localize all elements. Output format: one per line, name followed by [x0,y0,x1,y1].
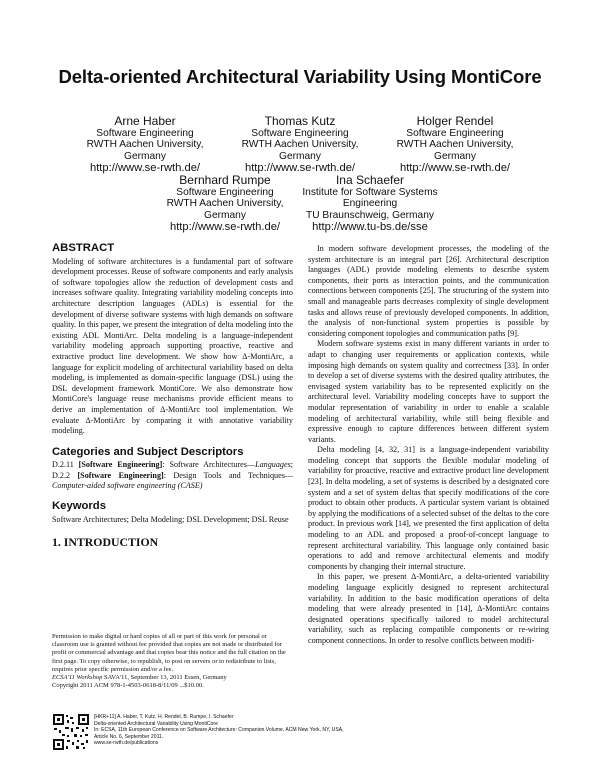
category-code: D.2.11 [52,460,79,470]
body-paragraph: In modern software development processes, the modeling of the system architecture is an integral part [26]. Architectural description languages (ADL) provide modeling elements to describe system components, their ports as interaction points, and the communication connections between components [25]. The structuring of the system into small and manageable parts decreases complexity of single development tasks and allows reuse of previously developed components. In addition, the analysis of non-functional system properties is possible by considering component topologies and communication paths [9]. [308,244,549,338]
author-name: Holger Rendel [416,114,494,128]
citation-authors: [HKR+11] A. Haber, T. Kutz, H. Rendel, B. Rumpe, I. Schaefer [94,714,234,720]
author-url[interactable]: http://www.tu-bs.de/sse [312,220,428,233]
author-country: Germany [204,209,246,221]
categories-heading: Categories and Subject Descriptors [52,445,244,458]
category-sub: : Design Tools and Techniques— [163,470,293,480]
citation-title: Delta-oriented Architectural Variability Using MontiCore [94,720,218,727]
category-sub: : Software Architectures— [162,460,256,470]
body-paragraph: Delta modeling [4, 32, 31] is a language-independent variability modeling concept that supports the flexible modular modeling of variability for proactive, reactive and extractive product line development [23]. In delta modeling, a set of systems is described by a designated core system and a set of system deltas that specify modifications of the core product to obtain other products. A particular system variant is obtained by applying the modifications of a selected subset of the deltas to the core product. In previous work [14], we presented the first application of delta modeling to an ADL and proposed a proof-of-concept language to represent architectural variability. This language only contained basic operations to add and remove architectural elements and modify components by changing their internal structure. [308,445,549,571]
author-url[interactable]: http://www.se-rwth.de/ [244,161,356,174]
venue-line [52,674,293,682]
venue-workshop: ECSA'11 Workshop [52,674,103,682]
citation-venue: In: ECSA, 11th European Conference on Software Architecture: Companion Volume, ACM New York, NY, USA, [94,727,344,733]
author-block [215,114,385,175]
author-dept: Software Engineering [176,187,274,198]
author-name: Thomas Kutz [264,114,336,128]
venue-details: SAVA'11, September 13, 2011 Essen, Germany [102,674,227,682]
left-column [52,243,293,548]
category-term: Computer-aided software engineering (CASE) [52,481,203,491]
citation-article: Article No. 6, September 2011. [94,733,164,740]
abstract-text: Modeling of software architectures is a fundamental part of software development processes. Reuse of software components and early analysis of software topologies allow the reduction of development costs and increases software quality. Integrating variability modeling concepts into architecture description languages (ADLs) is essential for the development of diverse software systems with high demands on software quality. In this paper, we present the integration of delta modeling into the existing ADL MontiArc. Delta modeling is a language-independent variability modeling approach supporting proactive, reactive and extractive product line development. We show how Δ-MontiArc, a language for explicit modeling of architectural variability based on delta modeling, is implemented as domain-specific language (DSL) using the DSL development framework MontiCore. We also demonstrate how MontiCore's language reuse mechanisms provide efficient means to derive an implementation of Δ-MontiArc tool implementation. We evaluate Δ-MontiArc by comparing it with annotative variability modeling. [52,256,293,436]
author-dept: Software Engineering [96,128,194,139]
author-name: Bernhard Rumpe [179,173,271,187]
keywords-heading: Keywords [52,500,106,513]
author-url[interactable]: http://www.se-rwth.de/ [399,161,511,174]
citation-url[interactable]: www.se-rwth.de/publications [94,740,159,746]
author-block [285,173,455,234]
citation-block [94,714,424,747]
body-paragraph: In this paper, we present Δ-MontiArc, a delta-oriented variability modeling language explicitly designed to represent architectural variability. In addition to the basic modification operations of delta modeling that were already presented in [14], Δ-MontiArc contains designated operations specifically tailored to model architectural variability, such as replacing compatible components or re-wiring component connections. In order to resolve conflicts between modifi- [308,572,549,645]
author-name: Ina Schaefer [335,173,405,187]
category-term: Languages [255,460,291,470]
keywords-text: Software Architectures; Delta Modeling; DSL Development; DSL Reuse [52,514,289,524]
author-url[interactable]: http://www.se-rwth.de/ [89,161,201,174]
author-dept: Software Engineering [251,128,349,139]
paper-title: Delta-oriented Architectural Variability Using MontiCore [58,66,542,87]
author-block [60,114,230,175]
author-dept: Institute for Software Systems [302,187,438,198]
author-inst: Engineering [342,198,398,210]
body-paragraph: Modern software systems exist in many different variants in order to adapt to changing user requirements or application contexts, while imposing high demands on system quality and correctness [33]. In order to develop a set of diverse systems with the desired quality attributes, the envisaged system variability has to be represented explicitly on the architectural level. Variability modeling concepts have to support the modular representation of variability in order to enable a scalable modeling of architectural variability, while still being flexible and expressive enough to capture differences between different system variants. [308,339,549,444]
author-inst: RWTH Aachen University, [396,139,514,151]
category-name: [Software Engineering] [77,470,164,480]
author-inst: RWTH Aachen University, [86,139,204,151]
right-column [308,244,549,647]
author-url[interactable]: http://www.se-rwth.de/ [169,220,281,233]
author-block [370,114,540,175]
abstract-heading: ABSTRACT [52,242,115,254]
author-country: Germany [124,150,166,162]
author-dept: Software Engineering [406,128,504,139]
section-heading-introduction: 1. INTRODUCTION [52,535,159,550]
categories-text [52,460,293,492]
permission-notice [52,633,293,690]
author-inst: RWTH Aachen University, [241,139,359,151]
copyright-line: Copyright 2011 ACM 978-1-4503-0618-8/11/09 ...$10.00. [52,682,204,690]
author-country: Germany [434,150,476,162]
author-inst: RWTH Aachen University, [166,198,284,210]
category-name: [Software Engineering] [78,460,163,470]
permission-text: Permission to make digital or hard copies of all or part of this work for personal or classroom use is granted without fee provided that copies are not made or distributed for profit or commercial advantage and that copies bear this notice and the full citation on the first page. To copy otherwise, to republish, to post on servers or to redistribute to lists, requires prior specific permission and/or a fee. [52,633,286,673]
category-code: ; D.2.2 [52,460,293,480]
author-country: Germany [279,150,321,162]
qr-code-icon [52,713,90,751]
author-country: TU Braunschweig, Germany [306,209,434,221]
author-name: Arne Haber [114,114,176,128]
